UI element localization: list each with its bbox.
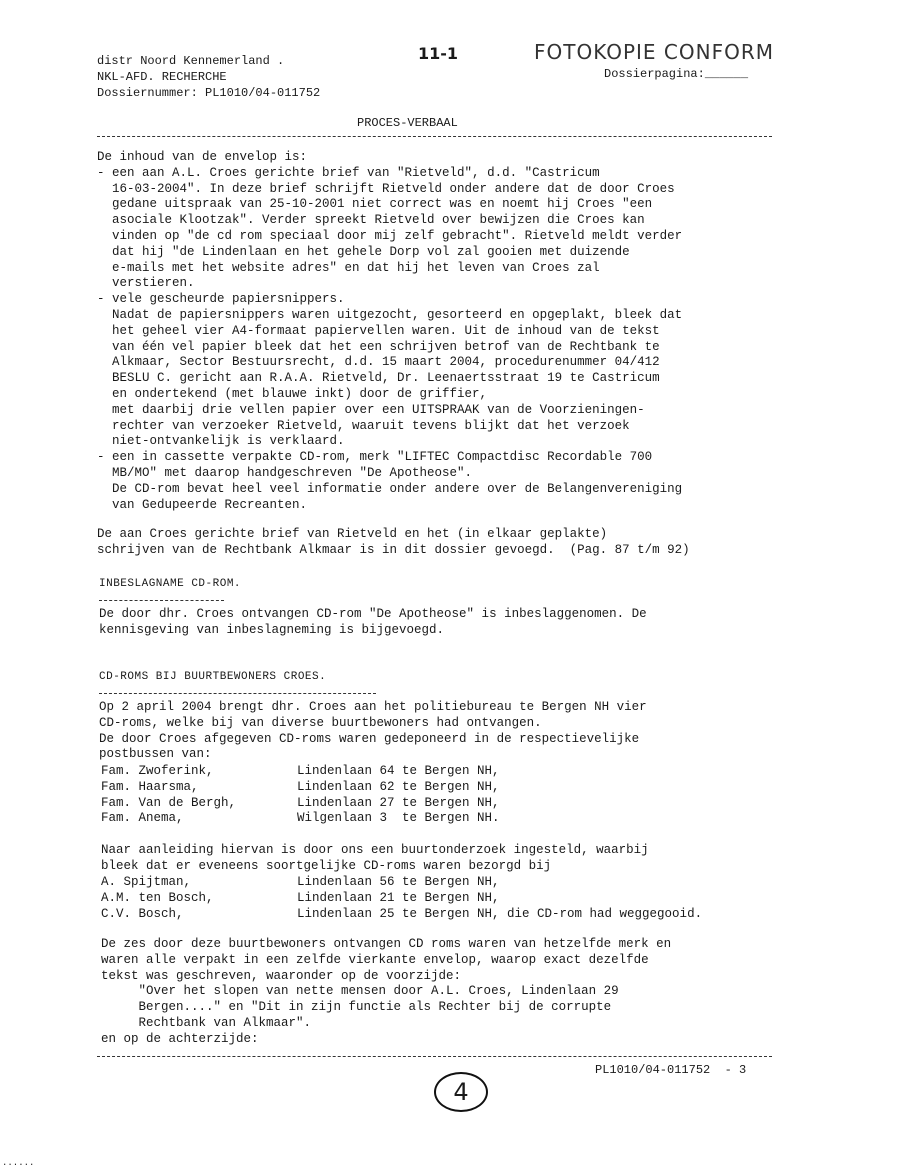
district-line: distr Noord Kennemerland . xyxy=(97,54,285,68)
text-line: De aan Croes gerichte brief van Rietveld en het (in elkaar geplakte) xyxy=(97,527,608,541)
text-line: waren alle verpakt in een zelfde vierkante envelop, waarop exact dezelfde xyxy=(101,952,649,967)
text-line: Rechtbank van Alkmaar". xyxy=(101,1015,312,1030)
footer-dossier-ref: PL1010/04-011752 - 3 xyxy=(595,1063,747,1077)
text-line: schrijven van de Rechtbank Alkmaar is in dit dossier gevoegd. (Pag. 87 t/m 92) xyxy=(97,542,690,557)
text-line: en op de achterzijde: xyxy=(101,1031,259,1046)
envelope-description xyxy=(101,937,671,1048)
resident-address: Lindenlaan 56 te Bergen NH, xyxy=(297,875,500,889)
text-line: De door Croes afgegeven CD-roms waren gedeponeerd in de respectievelijke xyxy=(99,731,640,746)
table-row xyxy=(101,875,702,891)
resident-address: Lindenlaan 21 te Bergen NH, xyxy=(297,890,500,905)
text-line: 16-03-2004". In deze brief schrijft Rietveld onder andere dat de door Croes xyxy=(97,181,675,196)
text-line: gedane uitspraak van 25-10-2001 niet correct was en noemt hij Croes "een xyxy=(97,197,653,212)
text-line: Alkmaar, Sector Bestuursrecht, d.d. 15 maart 2004, procedurenummer 04/412 xyxy=(97,355,660,370)
resident-address: Wilgenlaan 3 te Bergen NH. xyxy=(297,811,500,826)
text-line: van Gedupeerde Recreanten. xyxy=(97,497,308,512)
table-row xyxy=(101,764,500,780)
text-line: dat hij "de Lindenlaan en het gehele Dorp vol zal gooien met duizende xyxy=(97,244,630,259)
text-line: Bergen...." en "Dit in zijn functie als Rechter bij de corrupte xyxy=(101,1000,612,1015)
resident-name: A.M. ten Bosch, xyxy=(101,890,214,905)
text-line: vinden op "de cd rom speciaal door mij zelf gebracht". Rietveld meldt verder xyxy=(97,228,683,243)
text-line: kennisgeving van inbeslagneming is bijgevoegd. xyxy=(99,622,445,637)
text-line: De door dhr. Croes ontvangen CD-rom "De Apotheose" is inbeslaggenomen. De xyxy=(99,607,647,621)
resident-name: Fam. Van de Bergh, xyxy=(101,795,237,810)
title-divider xyxy=(97,136,772,137)
text-line: en ondertekend (met blauwe inkt) door de griffier, xyxy=(97,386,488,401)
resident-name: Fam. Haarsma, xyxy=(101,779,199,794)
text-line: - vele gescheurde papiersnippers. xyxy=(97,292,345,307)
resident-address: Lindenlaan 64 te Bergen NH, xyxy=(297,764,500,778)
footer-divider xyxy=(97,1056,772,1057)
copy-stamp: FOTOKOPIE CONFORM xyxy=(534,40,774,64)
resident-address: Lindenlaan 62 te Bergen NH, xyxy=(297,779,500,794)
table-row xyxy=(101,891,702,907)
corner-mark: ...... xyxy=(2,1158,35,1168)
text-line: De CD-rom bevat heel veel informatie onder andere over de Belangenvereniging xyxy=(97,481,683,496)
residents-table xyxy=(101,764,500,827)
resident-name: Fam. Anema, xyxy=(101,811,184,826)
text-line: Op 2 april 2004 brengt dhr. Croes aan het politiebureau te Bergen NH vier xyxy=(99,700,647,714)
text-line: MB/MO" met daarop handgeschreven "De Apotheose". xyxy=(97,465,473,480)
resident-address: Lindenlaan 27 te Bergen NH, xyxy=(297,795,500,810)
document-title: PROCES-VERBAAL xyxy=(357,116,458,130)
text-line: met daarbij drie vellen papier over een UITSPRAAK van de Voorzieningen- xyxy=(97,402,645,417)
table-row xyxy=(101,796,500,812)
table-row xyxy=(101,780,500,796)
neighbours-intro xyxy=(99,700,647,763)
dossierpagina-label: Dossierpagina:______ xyxy=(604,67,749,81)
seizure-heading: INBESLAGNAME CD-ROM. xyxy=(99,578,242,590)
neighbours-heading: CD-ROMS BIJ BUURTBEWONERS CROES. xyxy=(99,671,327,683)
text-line: CD-roms, welke bij van diverse buurtbewoners had ontvangen. xyxy=(99,715,542,730)
resident-name: C.V. Bosch, xyxy=(101,906,184,921)
seizure-text xyxy=(99,607,647,639)
dossier-number: Dossiernummer: PL1010/04-011752 xyxy=(97,86,321,100)
table-row xyxy=(101,907,702,923)
text-line: - een aan A.L. Croes gerichte brief van "Rietveld", d.d. "Castricum xyxy=(97,165,600,180)
seizure-underline xyxy=(99,600,224,601)
resident-name: Fam. Zwoferink, xyxy=(101,764,214,778)
text-line: Naar aanleiding hiervan is door ons een buurtonderzoek ingesteld, waarbij xyxy=(101,843,649,857)
text-line: rechter van verzoeker Rietveld, waaruit tevens blijkt dat het verzoek xyxy=(97,418,630,433)
text-line: De inhoud van de envelop is: xyxy=(97,150,308,164)
handwritten-number: 11-1 xyxy=(418,44,459,63)
envelope-closing xyxy=(97,527,690,559)
resident-name: A. Spijtman, xyxy=(101,875,192,889)
text-line: De zes door deze buurtbewoners ontvangen CD roms waren van hetzelfde merk en xyxy=(101,937,672,951)
text-line: - een in cassette verpakte CD-rom, merk "LIFTEC Compactdisc Recordable 700 xyxy=(97,450,653,465)
text-line: postbussen van: xyxy=(99,747,212,762)
text-line: tekst was geschreven, waaronder op de voorzijde: xyxy=(101,968,462,983)
department-line: NKL-AFD. RECHERCHE xyxy=(97,70,227,84)
text-line: e-mails met het website adres" en dat hij het leven van Croes zal xyxy=(97,260,600,275)
neighbours-inquiry xyxy=(101,843,649,875)
text-line: van één vel papier bleek dat het een schrijven betrof van de Rechtbank te xyxy=(97,339,660,354)
envelope-section xyxy=(97,150,682,513)
text-line: verstieren. xyxy=(97,276,195,291)
neighbours-underline xyxy=(99,693,376,694)
text-line: het geheel vier A4-formaat papiervellen waren. Uit de inhoud van de tekst xyxy=(97,323,660,338)
text-line: niet-ontvankelijk is verklaard. xyxy=(97,434,345,449)
text-line: Nadat de papiersnippers waren uitgezocht, gesorteerd en opgeplakt, bleek dat xyxy=(97,307,683,322)
text-line: "Over het slopen van nette mensen door A.L. Croes, Lindenlaan 29 xyxy=(101,984,619,999)
more-residents-table xyxy=(101,875,702,922)
resident-address: Lindenlaan 25 te Bergen NH, die CD-rom had weggegooid. xyxy=(297,906,703,921)
text-line: asociale Klootzak". Verder spreekt Rietveld over bewijzen die Croes kan xyxy=(97,213,645,228)
table-row xyxy=(101,811,500,827)
text-line: BESLU C. gericht aan R.A.A. Rietveld, Dr. Leenaertsstraat 19 te Castricum xyxy=(97,371,660,386)
text-line: bleek dat er eveneens soortgelijke CD-roms waren bezorgd bij xyxy=(101,858,552,873)
circled-page-number: 4 xyxy=(434,1072,488,1112)
